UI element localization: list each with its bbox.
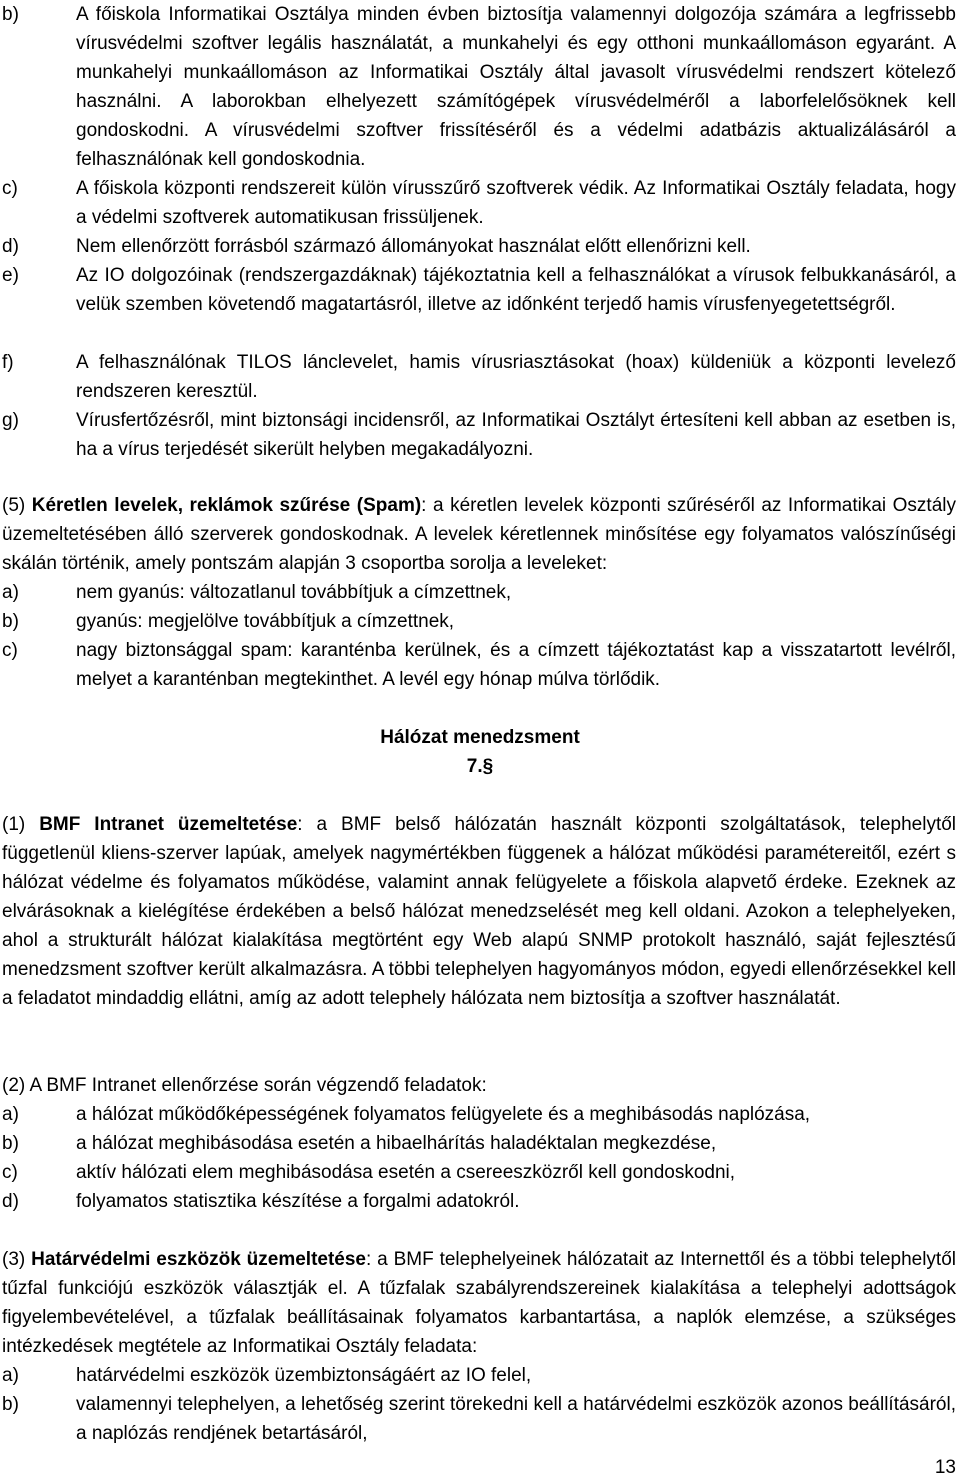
- list-marker: e): [2, 265, 19, 286]
- list-marker: g): [2, 410, 19, 431]
- list-marker: d): [2, 236, 19, 257]
- list-item: [2, 607, 956, 636]
- list-item: [2, 1100, 956, 1129]
- list-item-text: Vírusfertőzésről, mint biztonsági incidensről, az Informatikai Osztályt értesíteni kell abban az esetben is, ha a vírus terjedését sikerült helyben megakadályozni.: [76, 410, 956, 460]
- list-item-text: A főiskola központi rendszereit külön vírusszűrő szoftverek védik. Az Informatikai Osztály feladata, hogy a védelmi szoftverek automatikusan frissüljenek.: [76, 178, 956, 228]
- list-item-text: valamennyi telephelyen, a lehetőség szerint törekedni kell a határvédelmi eszközök azonos beállításáról, a naplózás rendjének betartásáról,: [76, 1394, 956, 1444]
- list-item-text: Nem ellenőrzött forrásból származó állományokat használat előtt ellenőrizni kell.: [76, 236, 751, 257]
- list-item: [2, 1187, 956, 1216]
- list-marker: a): [2, 1365, 19, 1386]
- list-item: [2, 261, 956, 319]
- paragraph-number: (5): [2, 495, 32, 516]
- list-item: [2, 1158, 956, 1187]
- list-item-text: folyamatos statisztika készítése a forgalmi adatokról.: [76, 1191, 520, 1212]
- list-item: [2, 348, 956, 406]
- paragraph-number: (3): [2, 1249, 32, 1270]
- list-item: [2, 1361, 956, 1390]
- list-item-text: A főiskola Informatikai Osztálya minden évben biztosítja valamennyi dolgozója számára a legfrissebb vírusvédelmi szoftver legális használatát, a munkahelyi és egy otthoni munkaállomáson egyaránt. A munkahelyi munkaállomáson az Informatikai Osztály által javasolt vírusvédelmi rendszert kötelező használni. A laborokban elhelyezett számítógépek vírusvédelméről a laborfelelősöknek kell gondoskodni. A vírusvédelmi szoftver frissítéséről és a védelmi adatbázis aktualizálásáról a felhasználónak kell gondoskodnia.: [76, 4, 956, 170]
- intranet-title: BMF Intranet üzemeltetése: [39, 814, 298, 835]
- list-item-text: a hálózat meghibásodása esetén a hibaelhárítás haladéktalan megkezdése,: [76, 1133, 717, 1154]
- list-item-text: Az IO dolgozóinak (rendszergazdáknak) tájékoztatnia kell a felhasználókat a vírusok felbukkanásáról, a velük szemben követendő magatartásról, illetve az időnként terjedő hamis vírusfenyegetettségről.: [76, 265, 956, 315]
- list-item: [2, 0, 956, 174]
- list-marker: d): [2, 1191, 19, 1212]
- list-item: [2, 174, 956, 232]
- list-marker: b): [2, 1133, 19, 1154]
- list-item: [2, 1390, 956, 1448]
- spam-title: Kéretlen levelek, reklámok szűrése (Spam): [31, 495, 422, 516]
- list-item-text: nem gyanús: változatlanul továbbítjuk a címzettnek,: [76, 582, 512, 603]
- list-marker: a): [2, 582, 19, 603]
- intranet-paragraph: [2, 810, 956, 1013]
- page-number: 13: [934, 1457, 956, 1478]
- list-item-text: aktív hálózati elem meghibásodása esetén a csereeszközről kell gondoskodni,: [76, 1162, 736, 1183]
- list-marker: a): [2, 1104, 19, 1125]
- paragraph-number: (1): [2, 814, 40, 835]
- list-item-text: gyanús: megjelölve továbbítjuk a címzettnek,: [76, 611, 455, 632]
- paragraph-text: : a BMF telephelyeinek hálózatait az Internettől és a többi telephelytől tűzfal funkciójú eszközök választják el. A tűzfalak szabályrendszereinek kialakítása a telephelyi adottságok figyelembevételével, a tűzfalak beállításainak folyamatos karbantartása, a naplók elemzése, a szükséges intézkedések megtétele az Informatikai Osztály feladata:: [2, 1249, 956, 1357]
- list-item: [2, 232, 956, 261]
- list-marker: b): [2, 611, 19, 632]
- list-item: [2, 636, 956, 694]
- control-paragraph: (2) A BMF Intranet ellenőrzése során végzendő feladatok:: [2, 1075, 487, 1096]
- list-item-text: a hálózat működőképességének folyamatos felügyelete és a meghibásodás naplózása,: [76, 1104, 811, 1125]
- list-marker: b): [2, 4, 19, 25]
- list-marker: b): [2, 1394, 19, 1415]
- list-item: [2, 578, 956, 607]
- list-item-text: nagy biztonsággal spam: karanténba kerülnek, és a címzett tájékoztatást kap a visszatartott levélről, melyet a karanténban megtekinthet. A levél egy hónap múlva törlődik.: [76, 640, 956, 690]
- paragraph-text: : a kéretlen levelek központi szűréséről az Informatikai Osztály üzemeltetésében álló szerverek gondoskodnak. A levelek kéretlennek minősítése egy folyamatos valószínűségi skálán történik, amely pontszám alapján 3 csoportba sorolja a leveleket:: [2, 495, 957, 574]
- spam-paragraph: [2, 491, 956, 578]
- section-number: 7.§: [466, 756, 494, 777]
- paragraph-text: : a BMF belső hálózatán használt központi szolgáltatások, telephelytől függetlenül kliens-szerver lapúak, amelyek nagymértékben függenek a hálózat működési paramétereitől, ezért s hálózat védelme és folyamatos működése, valamint annak felügyelete a főiskola alapvető érdeke. Ezeknek az elvárásoknak a kielégítése érdekében a belső hálózat menedzselését meg kell oldani. Azokon a telephelyeken, ahol a strukturált hálózat kialakítása megtörtént egy Web alapú SNMP protokolt használó, saját fejlesztésű menedzsment szoftver került alkalmazásra. A többi telephelyen hagyományos módon, egyedi ellenőrzésekkel kell a feladatot mindaddig ellátni, amíg az adott telephely hálózata nem biztosítja a szoftver használatát.: [2, 814, 957, 1009]
- section-title: Hálózat menedzsment: [380, 727, 580, 748]
- list-item: [2, 1129, 956, 1158]
- list-marker: c): [2, 640, 18, 661]
- border-paragraph: [2, 1245, 956, 1361]
- border-title: Határvédelmi eszközök üzemeltetése: [31, 1249, 366, 1270]
- list-marker: f): [2, 352, 14, 373]
- list-marker: c): [2, 1162, 18, 1183]
- list-item-text: határvédelmi eszközök üzembiztonságáért az IO felel,: [76, 1365, 532, 1386]
- list-item-text: A felhasználónak TILOS lánclevelet, hamis vírusriasztásokat (hoax) küldeniük a központi levelező rendszeren keresztül.: [76, 352, 956, 402]
- list-marker: c): [2, 178, 18, 199]
- list-item: [2, 406, 956, 464]
